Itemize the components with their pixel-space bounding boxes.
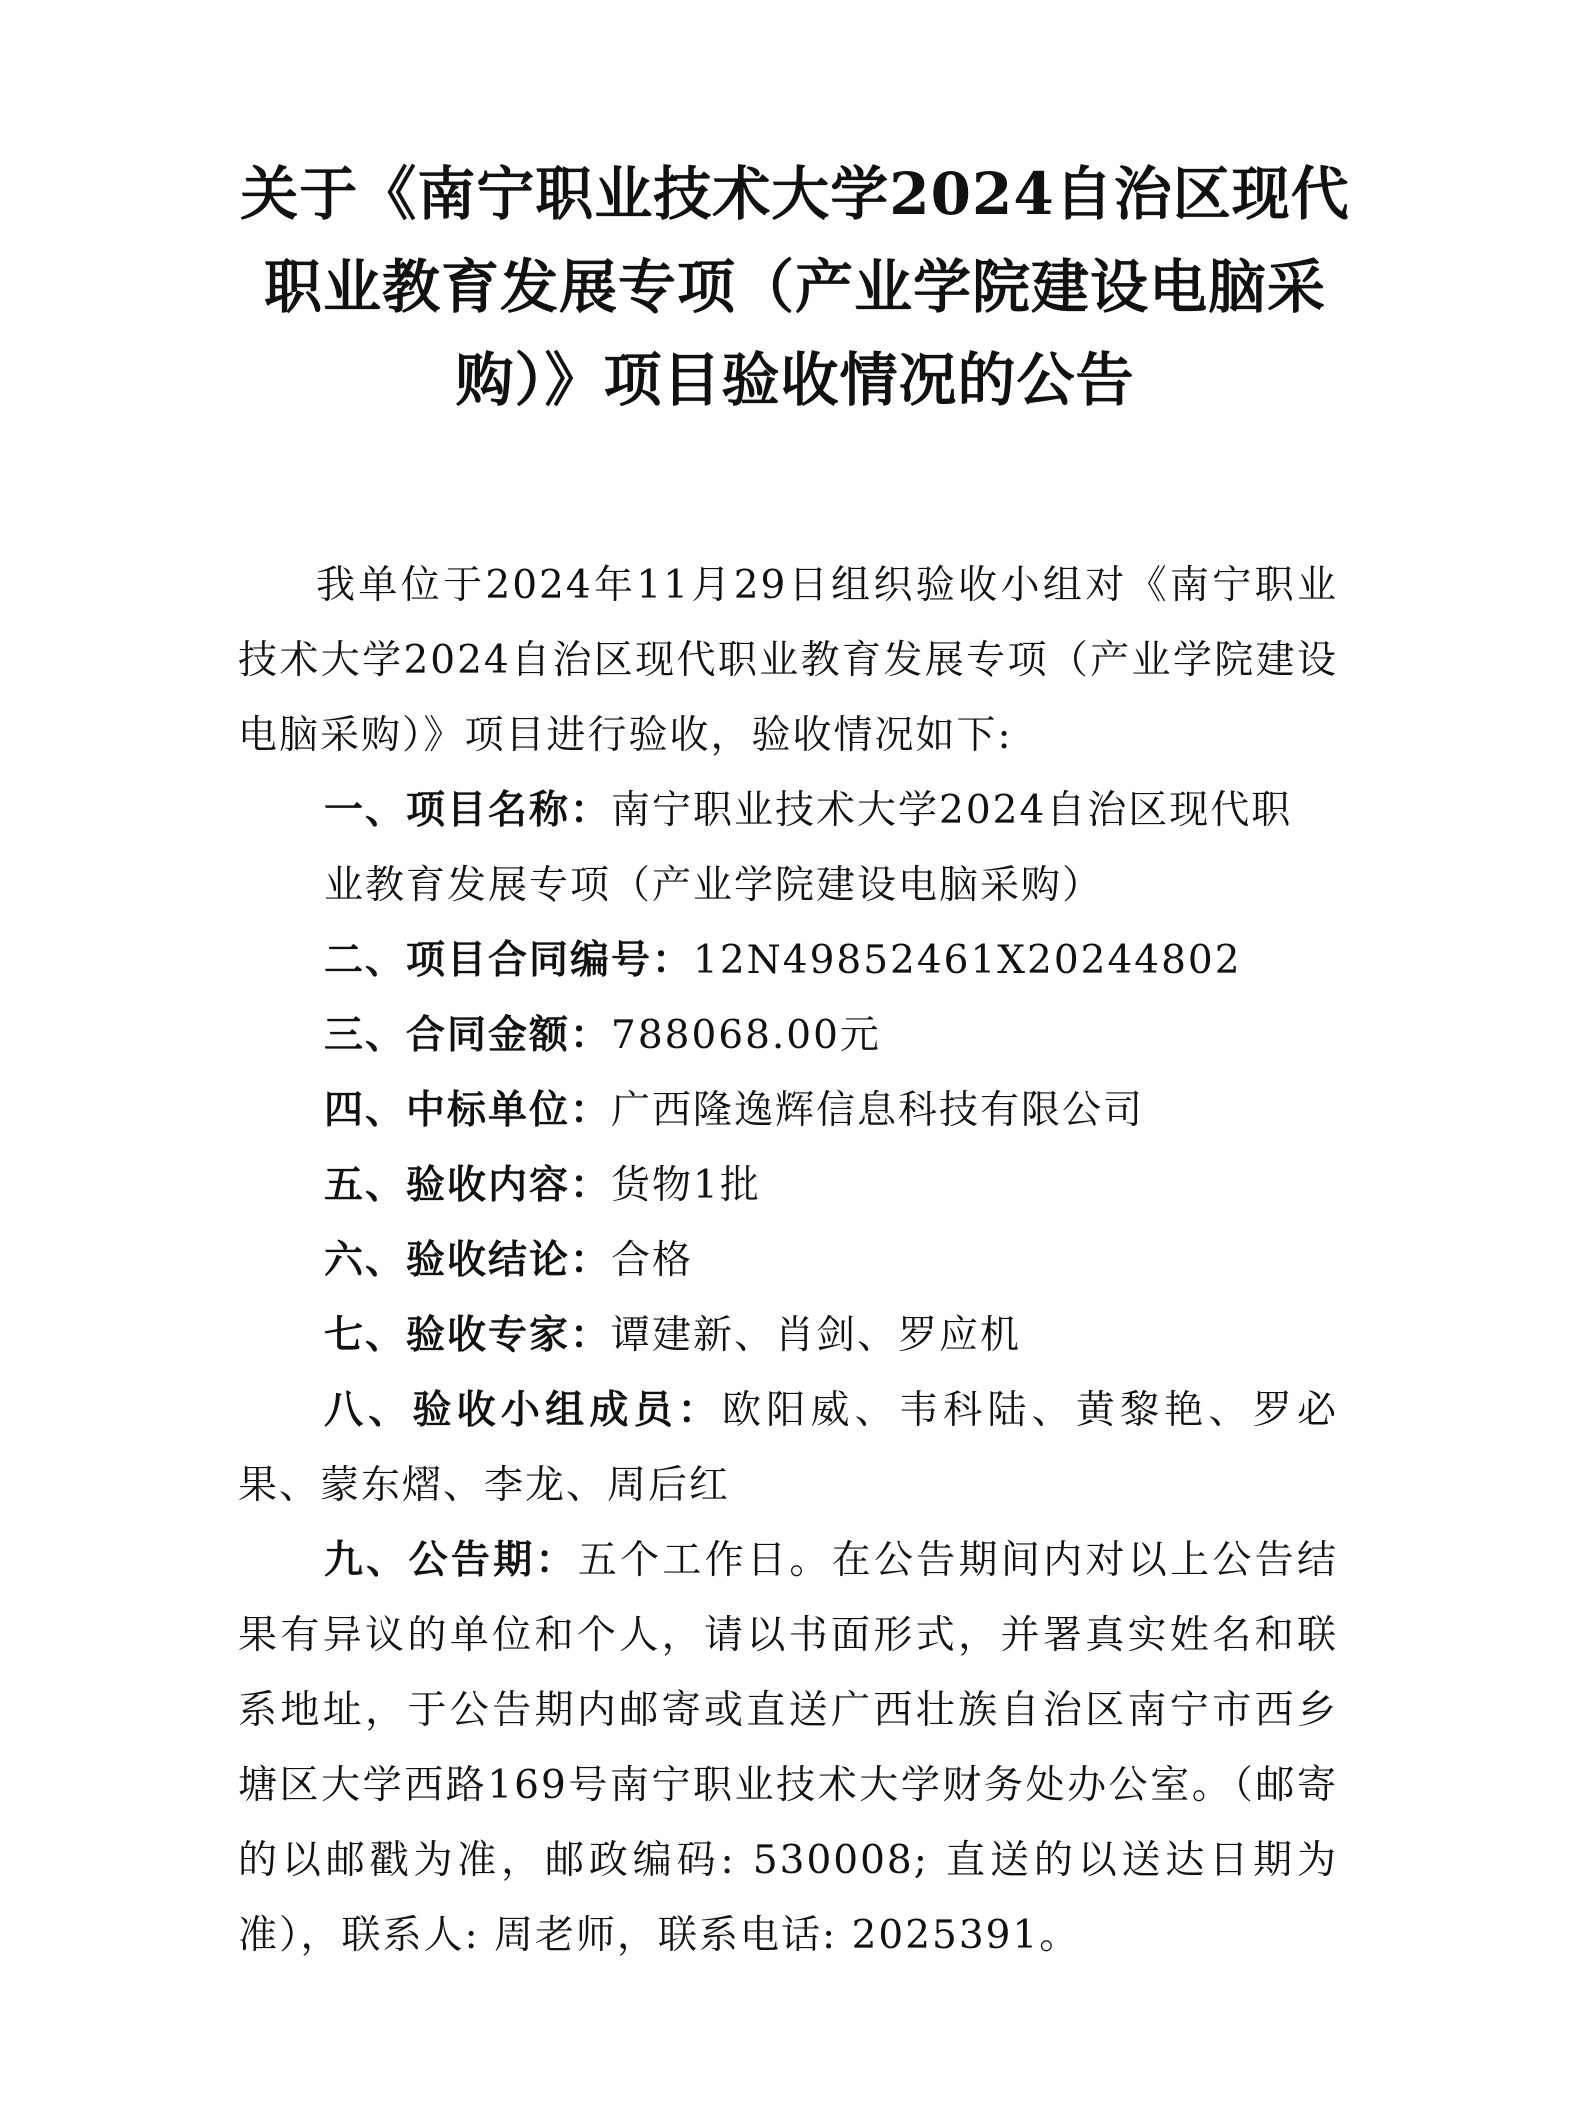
item-label: 八、验收小组成员： xyxy=(324,1387,723,1433)
item-value: 南宁职业技术大学2024自治区现代职 xyxy=(611,788,1293,833)
item-label: 二、项目合同编号： xyxy=(324,937,694,983)
item-value: 业教育发展专项（产业学院建设电脑采购） xyxy=(324,863,1104,908)
item-contract-number xyxy=(238,923,1338,998)
item-label: 一、项目名称： xyxy=(324,787,612,833)
item-value: 合格 xyxy=(611,1238,694,1283)
item-project-name-continued xyxy=(238,848,1338,923)
item-winning-bidder xyxy=(238,1073,1338,1148)
item-label: 四、中标单位： xyxy=(324,1087,612,1133)
item-announcement-period xyxy=(238,1523,1338,1973)
document-title xyxy=(220,148,1370,427)
item-label: 九、公告期： xyxy=(324,1537,578,1583)
item-contract-amount xyxy=(238,998,1338,1073)
item-label: 六、验收结论： xyxy=(324,1237,612,1283)
item-acceptance-content xyxy=(238,1148,1338,1223)
item-value: 五个工作日。在公告期间内对以上公告结果有异议的单位和个人，请以书面形式，并署真实姓名和联系地址，于公告期内邮寄或直送广西壮族自治区南宁市西乡塘区大学西路169号南宁职业技术大学财务处办公室。（邮寄的以邮戳为准，邮政编码: 530008; 直送的以送达日期为准），联系人: 周老师，联系电话: 2025391。 xyxy=(238,1538,1338,1958)
item-label: 七、验收专家： xyxy=(324,1312,612,1358)
item-value: 广西隆逸辉信息科技有限公司 xyxy=(611,1088,1145,1133)
intro-paragraph: 我单位于2024年11月29日组织验收小组对《南宁职业技术大学2024自治区现代职业教育发展专项（产业学院建设电脑采购）》项目进行验收，验收情况如下: xyxy=(238,563,1338,758)
item-acceptance-members xyxy=(238,1373,1338,1523)
item-value: 货物1批 xyxy=(611,1163,761,1208)
title-line-1: 关于《南宁职业技术大学2024自治区现代 xyxy=(240,160,1350,228)
item-value: 12N49852461X20244802 xyxy=(693,938,1242,983)
item-acceptance-experts xyxy=(238,1298,1338,1373)
document-body xyxy=(238,548,1338,1973)
title-line-2: 职业教育发展专项（产业学院建设电脑采 xyxy=(263,253,1326,321)
item-acceptance-conclusion xyxy=(238,1223,1338,1298)
item-label: 三、合同金额： xyxy=(324,1012,612,1058)
item-project-name xyxy=(238,773,1338,848)
title-line-3: 购）》项目验收情况的公告 xyxy=(455,346,1135,414)
item-label: 五、验收内容： xyxy=(324,1162,612,1208)
item-value: 谭建新、肖剑、罗应机 xyxy=(611,1313,1022,1358)
item-value: 788068.00元 xyxy=(611,1013,881,1058)
item-value: 欧阳威、韦科陆、黄黎艳、罗必果、蒙东熠、李龙、周后红 xyxy=(238,1388,1338,1508)
